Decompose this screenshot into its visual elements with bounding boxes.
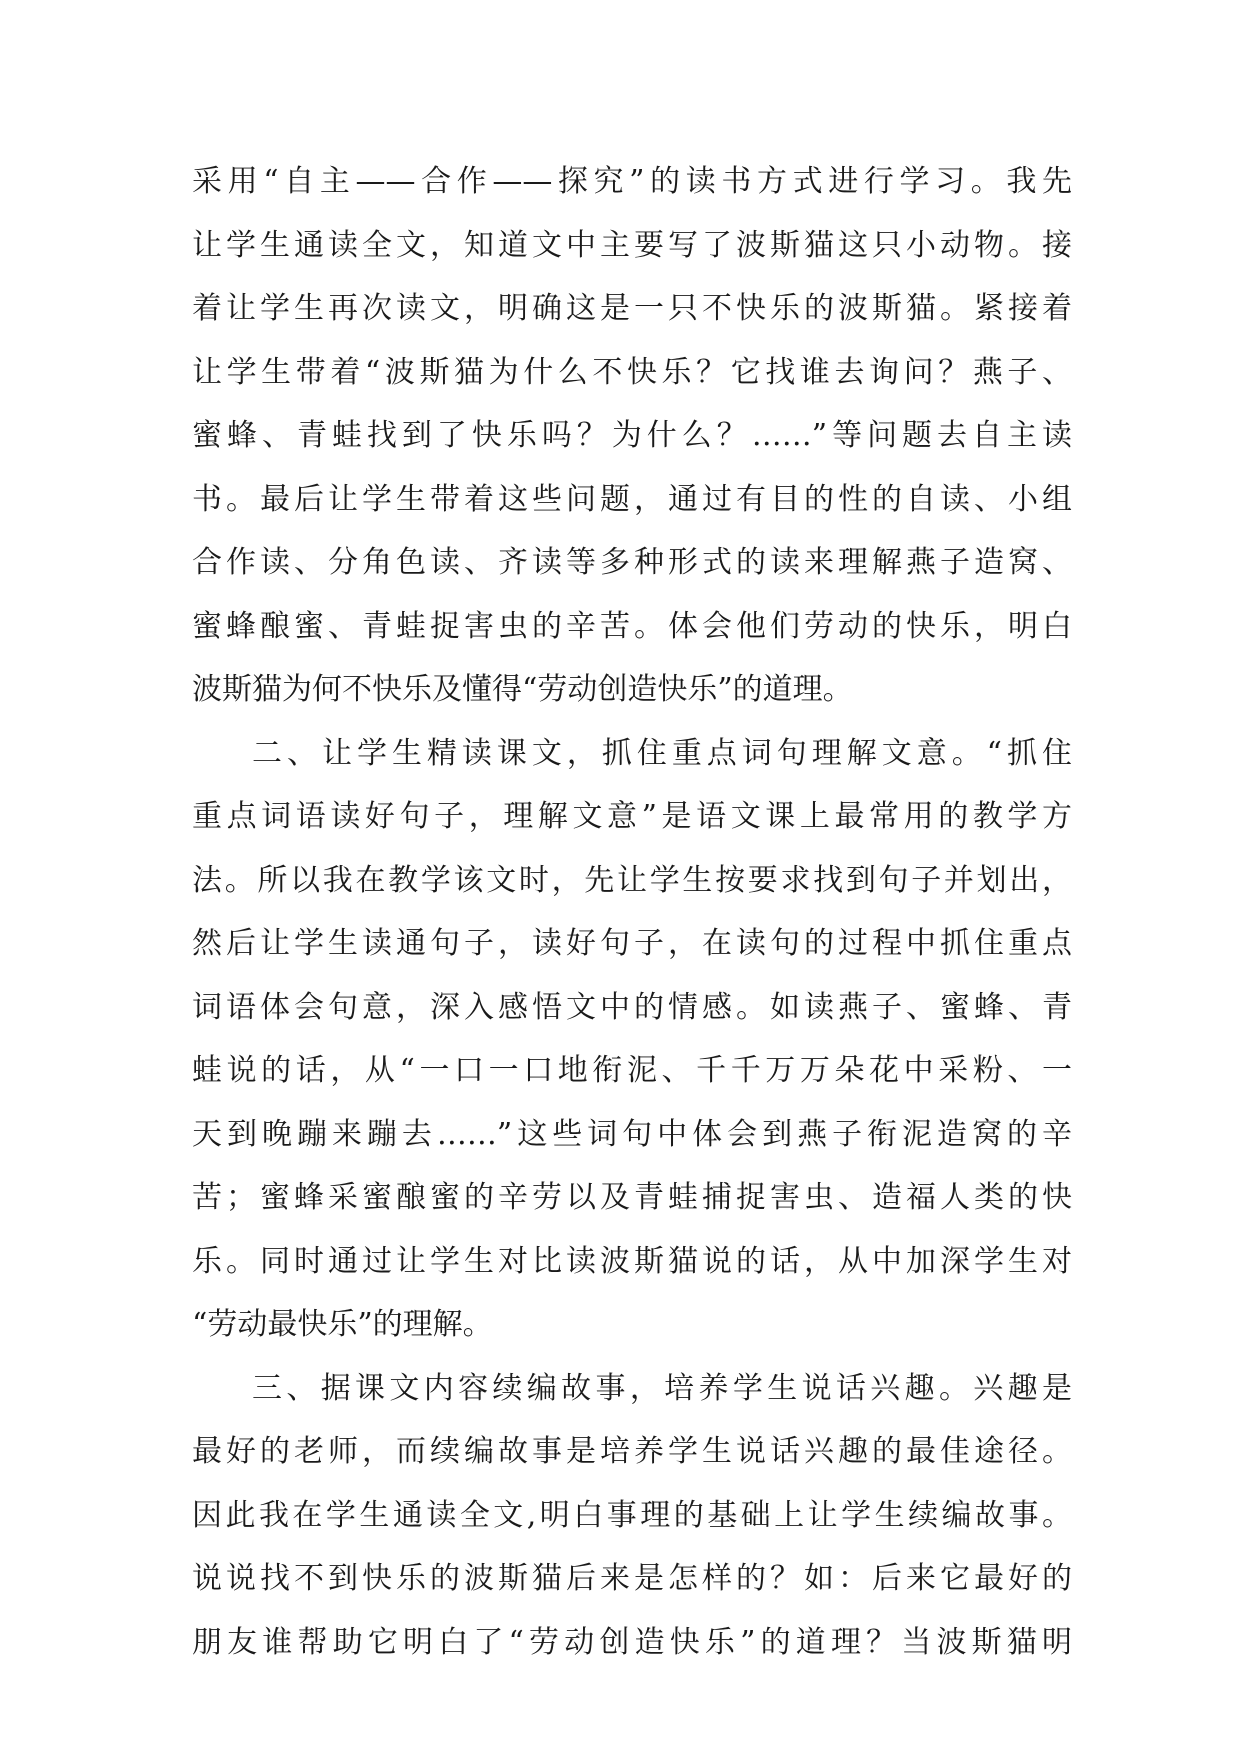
text-line: 说说找不到快乐的波斯猫后来是怎样的？如：后来它最好的 [192,1561,1072,1596]
text-line: 苦；蜜蜂采蜜酿蜜的辛劳以及青蛙捕捉害虫、造福人类的快 [192,1180,1072,1215]
text-line: 蜜蜂酿蜜、青蛙捉害虫的辛苦。体会他们劳动的快乐，明白 [192,608,1072,644]
text-line: 乐。同时通过让学生对比读波斯猫说的话，从中加深学生对 [192,1243,1072,1279]
text-line: 波斯猫为何不快乐及懂得“劳动创造快乐”的道理。 [192,672,853,707]
text-line: “劳动最快乐”的理解。 [192,1307,493,1342]
text-line: 采用“自主——合作——探究”的读书方式进行学习。我先 [192,164,1072,199]
text-line: 着让学生再次读文，明确这是一只不快乐的波斯猫。紧接着 [192,291,1072,326]
text-line: 书。最后让学生带着这些问题，通过有目的性的自读、小组 [192,481,1072,517]
text-line: 让学生带着“波斯猫为什么不快乐？它找谁去询问？燕子、 [192,354,1072,390]
text-line: 蛙说的话，从“一口一口地衔泥、千千万万朵花中采粉、一 [192,1053,1072,1088]
document-body [192,162,1072,1686]
text-line: 重点词语读好句子，理解文意”是语文课上最常用的教学方 [192,799,1072,834]
text-line: 词语体会句意，深入感悟文中的情感。如读燕子、蜜蜂、青 [192,989,1072,1025]
text-line: 让学生通读全文，知道文中主要写了波斯猫这只小动物。接 [192,227,1072,263]
text-line: 因此我在学生通读全文,明白事理的基础上让学生续编故事。 [192,1497,1072,1533]
text-line: 天到晚蹦来蹦去……”这些词句中体会到燕子衔泥造窝的辛 [192,1116,1072,1152]
paragraph-start-line: 三、据课文内容续编故事，培养学生说话兴趣。兴趣是 [252,1370,1072,1406]
text-line: 合作读、分角色读、齐读等多种形式的读来理解燕子造窝、 [192,545,1072,580]
text-line: 最好的老师，而续编故事是培养学生说话兴趣的最佳途径。 [192,1434,1072,1469]
text-line: 蜜蜂、青蛙找到了快乐吗？为什么？……”等问题去自主读 [192,418,1072,453]
text-line: 朋友谁帮助它明白了“劳动创造快乐”的道理？当波斯猫明 [192,1624,1072,1660]
text-line: 法。所以我在教学该文时，先让学生按要求找到句子并划出， [192,862,1072,898]
text-line: 然后让学生读通句子，读好句子，在读句的过程中抓住重点 [192,926,1072,961]
paragraph-start-line: 二、让学生精读课文，抓住重点词句理解文意。“抓住 [252,735,1072,771]
